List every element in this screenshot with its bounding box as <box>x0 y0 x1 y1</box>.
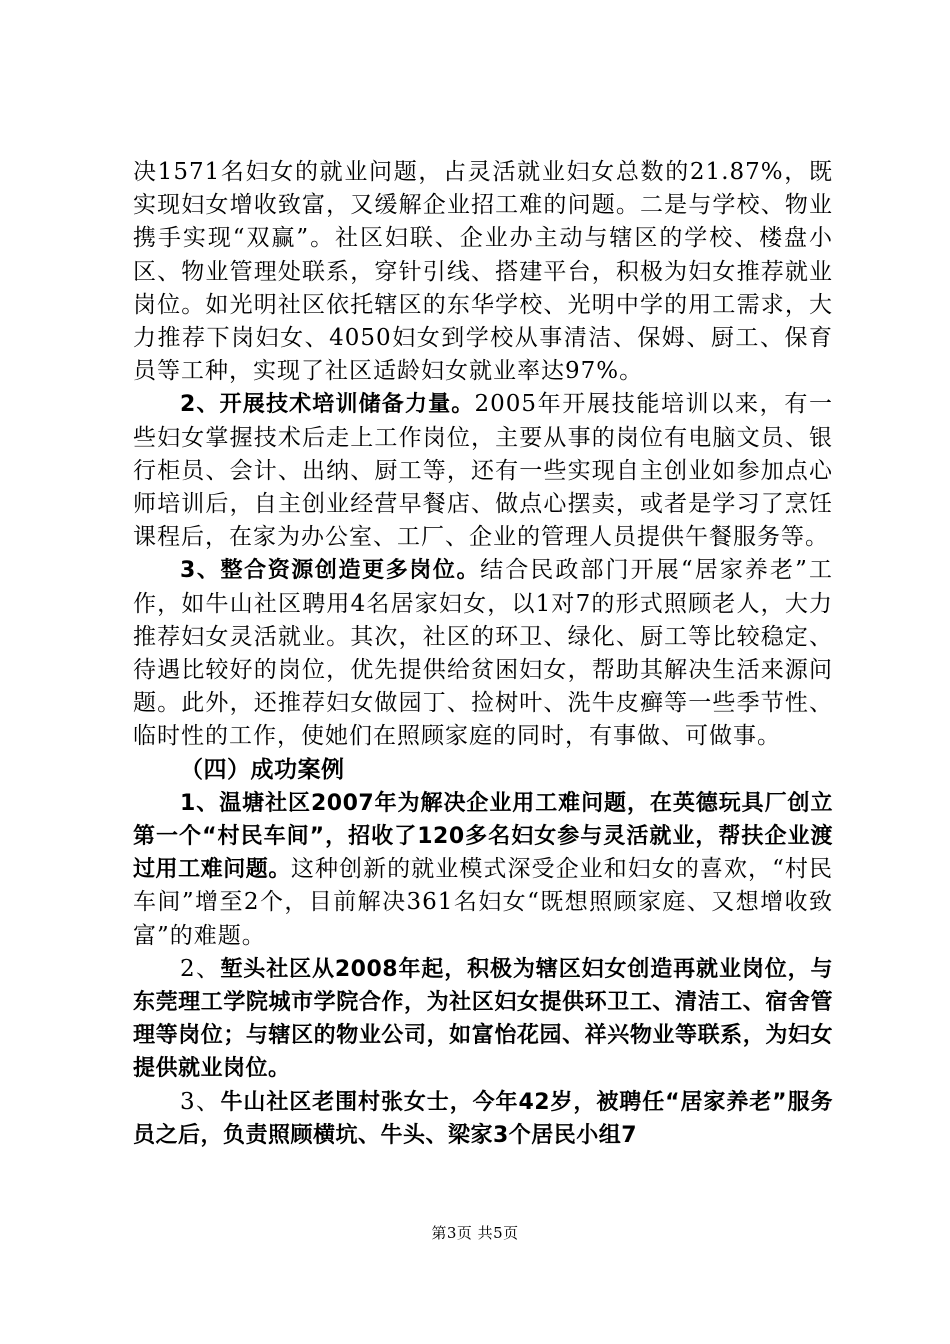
paragraph-7-text: 牛山社区老围村张女士，今年42岁，被聘任“居家养老”服务员之后，负责照顾横坑、牛头、梁家3个居民小组7 <box>133 1089 833 1148</box>
paragraph-2-text: 2005年开展技能培训以来，有一些妇女掌握技术后走上工作岗位，主要从事的岗位有电脑文员、银行柜员、会计、出纳、厨工等，还有一些实现自主创业如参加点心师培训后，自主创业经营早餐店、做点心摆卖，或者是学习了烹饪课程后，在家为办公室、工厂、企业的管理人员提供午餐服务等。 <box>133 391 833 551</box>
paragraph-6-text: 堑头社区从2008年起，积极为辖区妇女创造再就业岗位，与东莞理工学院城市学院合作，为社区妇女提供环卫工、清洁工、宿舍管理等岗位；与辖区的物业公司，如富怡花园、祥兴物业等联系，为妇女提供就业岗位。 <box>133 956 834 1082</box>
paragraph-7-lead: 3、 <box>180 1088 221 1115</box>
paragraph-1-text: 决1571名妇女的就业问题，占灵活就业妇女总数的21.87%，既实现妇女增收致富，又缓解企业招工难的问题。二是与学校、物业携手实现“双赢”。社区妇联、企业办主动与辖区的学校、楼盘小区、物业管理处联系，穿针引线、搭建平台，积极为妇女推荐就业岗位。如光明社区依托辖区的东华学校、光明中学的用工需求，大力推荐下岗妇女、4050妇女到学校从事清洁、保姆、厨工、保育员等工种，实现了社区适龄妇女就业率达97%。 <box>133 159 833 385</box>
paragraph-5-lead: 1、温塘社区2007年为解决企业用工难问题，在英德玩具厂创立第一个“村民车间”，招收了120多名妇女参与灵活就业，帮扶企业渡过用工难问题。 <box>133 790 833 883</box>
paragraph-3-text: 结合民政部门开展“居家养老”工作，如牛山社区聘用4名居家妇女，以1对7的形式照顾老人，大力推荐妇女灵活就业。其次，社区的环卫、绿化、厨工等比较稳定、待遇比较好的岗位，优先提供给贫困妇女，帮助其解决生活来源问题。此外，还推荐妇女做园丁、捡树叶、洗牛皮癣等一些季节性、临时性的工作，使她们在照顾家庭的同时，有事做、可做事。 <box>133 557 833 750</box>
paragraph-2-lead: 2、开展技术培训储备力量。 <box>180 392 475 418</box>
paragraph-6-lead: 2、 <box>180 955 221 982</box>
page-number: 第3页 共5页 <box>431 1224 519 1242</box>
paragraph-5 <box>133 787 833 953</box>
page-footer <box>0 1222 950 1243</box>
paragraph-1 <box>133 156 833 388</box>
section-heading <box>133 754 833 787</box>
paragraph-3-lead: 3、整合资源创造更多岗位。 <box>180 558 481 584</box>
section-heading-text: （四）成功案例 <box>180 756 345 783</box>
paragraph-3 <box>133 554 833 753</box>
paragraph-7 <box>133 1086 833 1152</box>
paragraph-2 <box>133 388 833 554</box>
paragraph-6 <box>133 953 833 1086</box>
paragraph-5-text: 这种创新的就业模式深受企业和妇女的喜欢，“村民车间”增至2个，目前解决361名妇女“既想照顾家庭、又想增收致富”的难题。 <box>133 856 833 949</box>
document-body <box>133 156 833 1152</box>
